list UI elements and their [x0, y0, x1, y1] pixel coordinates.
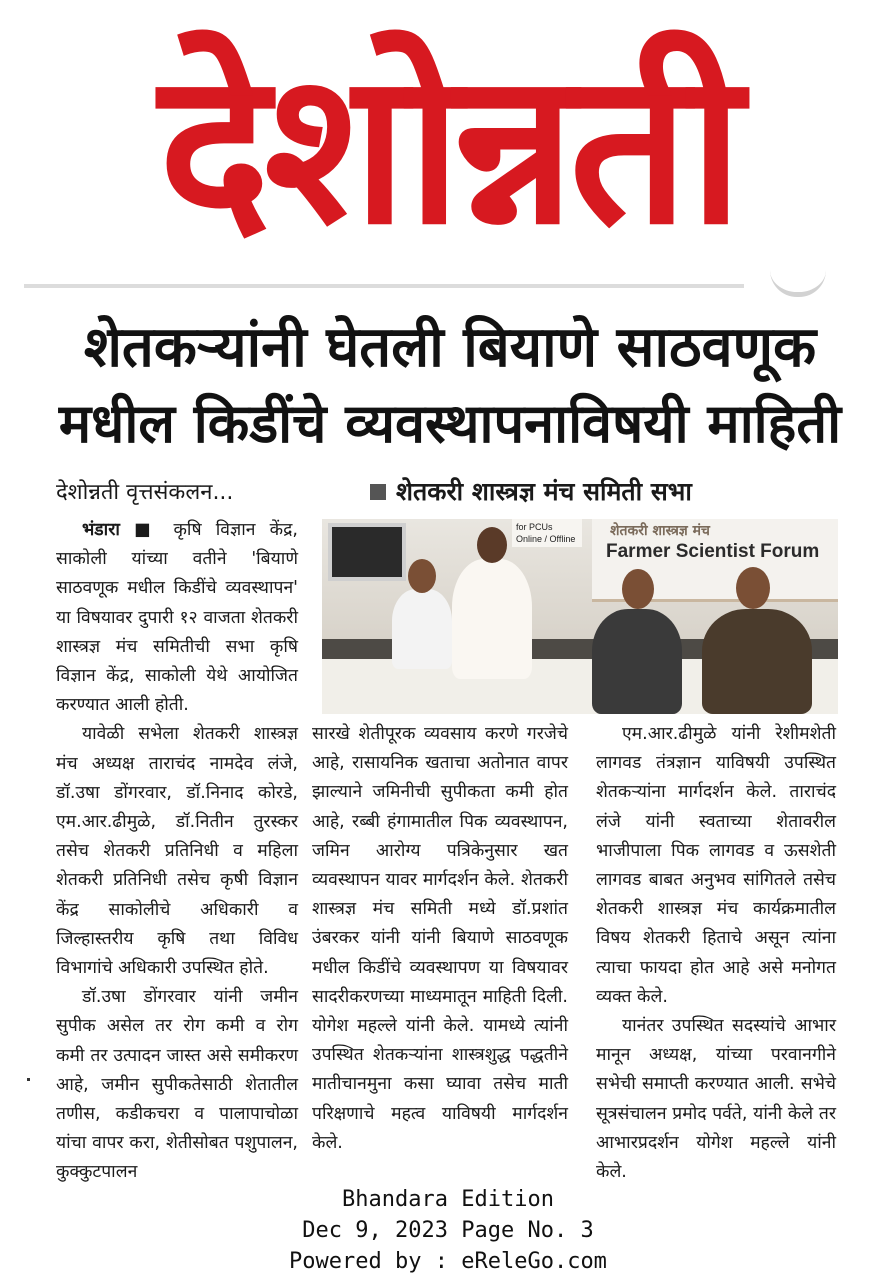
article-para-2: यावेळी सभेला शेतकरी शास्त्रज्ञ मंच अध्यक्ष ताराचंद नामदेव लंजे, डॉ.उषा डोंगरवार, डॉ.निनाद कोरडे, एम.आर.ढीमुळे, डॉ.नितीन तुरस्कर तसेच शेतकरी प्रतिनिधी व महिला शेतकरी प्रतिनिधी तसेच कृषी विज्ञान केंद्र साकोलीचे अधिकारी व जिल्हास्तरीय कृषि तथा विविध विभागांचे अधिकारी उपस्थित होते.	[56, 724, 298, 979]
article-para-3: डॉ.उषा डोंगरवार यांनी जमीन सुपीक असेल तर रोग कमी व रोग कमी तर उत्पादन जास्त असे समीकरण आहे, जमीन सुपीकतेसाठी शेतातील तणीस, कडीकचरा व पालापाचोळा यांचा वापर करा, शेतीसोबत पशुपालन, कुक्कुटपालन	[56, 987, 298, 1183]
photo-head-3	[622, 569, 654, 609]
article-column-3	[596, 720, 836, 1187]
article-para-4: सारखे शेतीपूरक व्यवसाय करणे गरजेचे आहे, रासायनिक खताचा अतोनात वापर झाल्याने जमिनीची सुपीकता कमी होत आहे, रब्बी हंगामातील पिक व्यवस्थापन, जमिन आरोग्य पत्रिकेनुसार खत व्यवस्थापन यावर मार्गदर्शन केले. शेतकरी शास्त्रज्ञ मंच समिती मध्ये डॉ.प्रशांत उंबरकर यांनी यांनी बियाणे साठवणूक मधील किडींचे व्यवस्थापण या विषयावर सादरीकरणच्या माध्यमातून माहिती दिली. योगेश महल्ले यांनी केले. यामध्ये त्यांनी उपस्थित शेतकऱ्यांना शास्त्रशुद्ध पद्धतीने मातीचानमुना कसा घ्यावा तसेच माती परिक्षणाचे महत्व याविषयी मार्गदर्शन केले.	[312, 724, 568, 1153]
sub-headline-text: शेतकरी शास्त्रज्ञ मंच समिती सभा	[396, 477, 692, 506]
photo-person-1	[392, 589, 452, 669]
headline-line-1: शेतकऱ्यांनी घेतली बियाणे साठवणूक	[83, 315, 817, 380]
margin-mark	[27, 1078, 30, 1081]
masthead-rule	[24, 284, 744, 288]
square-bullet-icon	[370, 484, 386, 500]
masthead-curve	[770, 270, 826, 297]
news-photo	[322, 519, 838, 714]
byline: देशोन्नती वृत्तसंकलन...	[56, 480, 234, 505]
article-para-6: यानंतर उपस्थित सदस्यांचे आभार मानून अध्यक्ष, यांच्या परवानगीने सभेची समाप्ती करण्यात आली. सभेचे सूत्रसंचालन प्रमोद पर्वते, यांनी केले तर आभारप्रदर्शन योगेश महल्ले यांनी केले.	[596, 1016, 836, 1183]
photo-person-2	[452, 559, 532, 679]
photo-person-4	[702, 609, 812, 714]
photo-banner-title: शेतकरी शास्त्रज्ञ मंच	[610, 523, 710, 539]
photo-banner-text: Farmer Scientist Forum	[606, 541, 820, 562]
photo-head-1	[408, 559, 436, 593]
edition-date-page: Dec 9, 2023 Page No. 3	[302, 1218, 594, 1243]
photo-head-4	[736, 567, 770, 609]
edition-name: Bhandara Edition	[342, 1187, 554, 1212]
sub-headline	[370, 474, 692, 510]
dateline-place: भंडारा	[82, 520, 120, 540]
photo-tv-screen	[328, 523, 406, 581]
masthead-logo: देशोन्नती	[158, 26, 738, 271]
article-column-2	[312, 720, 568, 1158]
article-column-1	[56, 516, 298, 1188]
photo-small-board: for PCUs Online / Offline	[512, 519, 582, 547]
photo-person-3	[592, 609, 682, 714]
edition-footer	[0, 1184, 896, 1277]
dateline-square-icon: ■	[134, 520, 160, 540]
article-para-5: एम.आर.ढीमुळे यांनी रेशीमशेती लागवड तंत्रज्ञान याविषयी उपस्थित शेतकऱ्यांना मार्गदर्शन केले. ताराचंद लंजे यांनी स्वताच्या शेतावरील भाजीपाला पिक लागवड व ऊसशेती लागवड बाबत अनुभव सांगितले तसेच शेतकरी शास्त्रज्ञ मंच कार्यक्रमातील विषय शेतकरी हिताचे असून त्यांना त्याचा फायदा होत आहे असे मनोगत व्यक्त केले.	[596, 724, 836, 1007]
headline-line-2: मधील किडींचे व्यवस्थापनाविषयी माहिती	[58, 392, 842, 455]
photo-head-2	[477, 527, 507, 563]
powered-by: Powered by : eReleGo.com	[289, 1249, 607, 1274]
article-para-1: कृषि विज्ञान केंद्र, साकोली यांच्या वतीने 'बियाणे साठवणूक मधील किडींचे व्यवस्थापन' या विषयावर दुपारी १२ वाजता शेतकरी शास्त्रज्ञ मंच समितीची सभा कृषि विज्ञान केंद्र, साकोली येथे आयोजित करण्यात आली होती.	[56, 520, 298, 716]
